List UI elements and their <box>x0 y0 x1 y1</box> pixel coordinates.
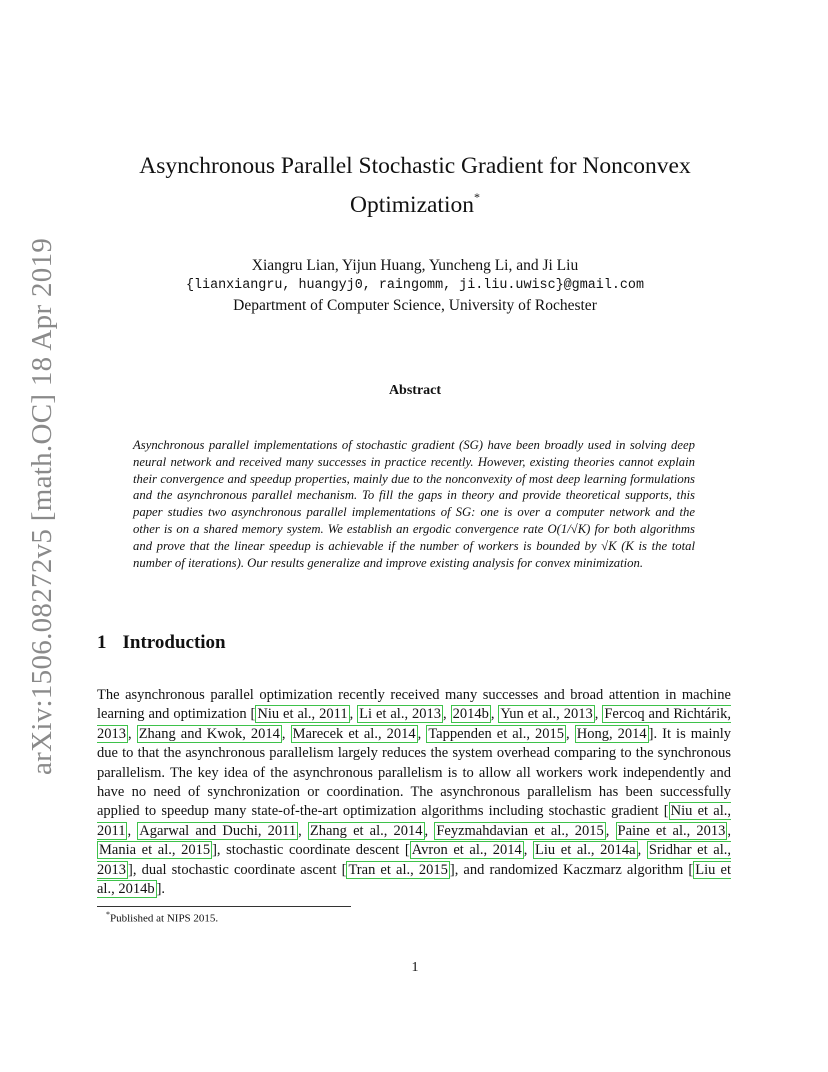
arxiv-identifier: arXiv:1506.08272v5 [math.OC] 18 Apr 2019 <box>26 237 58 775</box>
intro-text: ], and randomized Kaczmarz algorithm [ <box>449 861 694 878</box>
footnote-mark: * <box>106 910 110 919</box>
citation-separator: , <box>127 822 138 839</box>
citation-link[interactable]: Tappenden et al., 2015 <box>428 725 565 742</box>
citation-link[interactable]: 2014b <box>452 706 489 723</box>
citation-link[interactable]: Zhang et al., 2014 <box>309 822 423 839</box>
intro-text: ]. <box>156 881 166 898</box>
author-names: Xiangru Lian, Yijun Huang, Yuncheng Li, and Ji Liu <box>251 257 579 274</box>
citation-separator: , <box>281 725 291 742</box>
citation-link[interactable]: Niu et al., 2011 <box>97 803 731 839</box>
citation-separator: , <box>566 725 575 742</box>
title-footnote-mark[interactable]: * <box>474 190 480 204</box>
citation-link[interactable]: Avron et al., 2014 <box>411 842 522 859</box>
citation-link[interactable]: Liu et al., 2014b <box>97 861 731 898</box>
citation-link[interactable]: Yun et al., 2013 <box>500 706 593 723</box>
footnote-divider <box>97 906 351 907</box>
citation-separator: , <box>417 725 427 742</box>
citation-link[interactable]: Fercoq and Richtárik, 2013 <box>97 706 731 742</box>
citation-link[interactable]: Sridhar et al., 2013 <box>97 842 731 878</box>
author-block <box>95 256 735 316</box>
paper-title <box>95 150 735 222</box>
citation-separator: , <box>523 842 533 859</box>
section-number: 1 <box>97 632 107 653</box>
citation-separator: , <box>443 706 451 723</box>
citation-link[interactable]: Tran et al., 2015 <box>348 861 448 878</box>
abstract-heading: Abstract <box>388 383 442 398</box>
author-emails[interactable]: {lianxiangru, huangyj0, raingomm, ji.liu.uwisc}@gmail.com <box>185 278 645 293</box>
intro-text: ], dual stochastic coordinate ascent [ <box>128 861 347 878</box>
intro-text: ]. It is mainly due to that the asynchronous parallelism largely reduces the system overhead comparing to the synchronous parallelism. The key idea of the asynchronous parallelism is to allow all workers work independently and have no need of synchronization or coordination. The asynchronous parallelism has been successfully applied to speedup many state-of-the-art optimization algorithms including stochastic gradient [ <box>97 725 732 820</box>
citation-separator: , <box>637 842 647 859</box>
intro-text: ], stochastic coordinate descent [ <box>212 842 410 859</box>
citation-link[interactable]: Marecek et al., 2014 <box>292 725 416 742</box>
intro-text: The asynchronous parallel optimization recently received many successes and broad attention in machine learning and optimization [ <box>97 687 731 723</box>
citation-link[interactable]: Feyzmahdavian et al., 2015 <box>436 822 604 839</box>
abstract-text: Asynchronous parallel implementations of stochastic gradient (SG) have been broadly used in solving deep neural network and received many successes in practice recently. However, existing theories cannot explain their convergence and speedup properties, mainly due to the nonconvexity of most deep learning formulations and the asynchronous parallel mechanism. To fill the gaps in theory and provide theoretical supports, this paper studies two asynchronous parallel implementations of SG: one is over a computer network and the other is on a shared memory system. We establish an ergodic convergence rate O(1/√K) for both algorithms and prove that the linear speedup is achievable if the number of workers is bounded by √K (K is the total number of iterations). Our results generalize and improve existing analysis for convex minimization. <box>133 438 695 570</box>
citation-separator: , <box>490 706 499 723</box>
footnote-text: Published at NIPS 2015. <box>110 912 219 925</box>
citation-link[interactable]: Paine et al., 2013 <box>617 822 726 839</box>
page-number: 1 <box>411 960 419 975</box>
citation-link[interactable]: Hong, 2014 <box>576 725 647 742</box>
citation-link[interactable]: Niu et al., 2011 <box>257 706 348 723</box>
title-text: Asynchronous Parallel Stochastic Gradient for Nonconvex Optimization <box>139 153 691 218</box>
citation-link[interactable]: Liu et al., 2014a <box>535 842 636 859</box>
section-title: Introduction <box>122 632 226 653</box>
citation-separator: , <box>424 822 435 839</box>
intro-paragraph <box>97 686 731 899</box>
section-heading <box>97 632 226 654</box>
citation-separator: , <box>605 822 616 839</box>
footnote <box>106 910 218 925</box>
citation-separator: , <box>594 706 603 723</box>
citation-separator: , <box>727 822 732 839</box>
citation-link[interactable]: Mania et al., 2015 <box>99 842 211 859</box>
citation-separator: , <box>128 725 137 742</box>
citation-link[interactable]: Zhang and Kwok, 2014 <box>138 725 280 742</box>
citation-separator: , <box>298 822 308 839</box>
citation-separator: , <box>349 706 358 723</box>
author-affiliation: Department of Computer Science, University of Rochester <box>233 297 597 314</box>
citation-link[interactable]: Agarwal and Duchi, 2011 <box>139 822 297 839</box>
citation-link[interactable]: Li et al., 2013 <box>359 706 442 723</box>
